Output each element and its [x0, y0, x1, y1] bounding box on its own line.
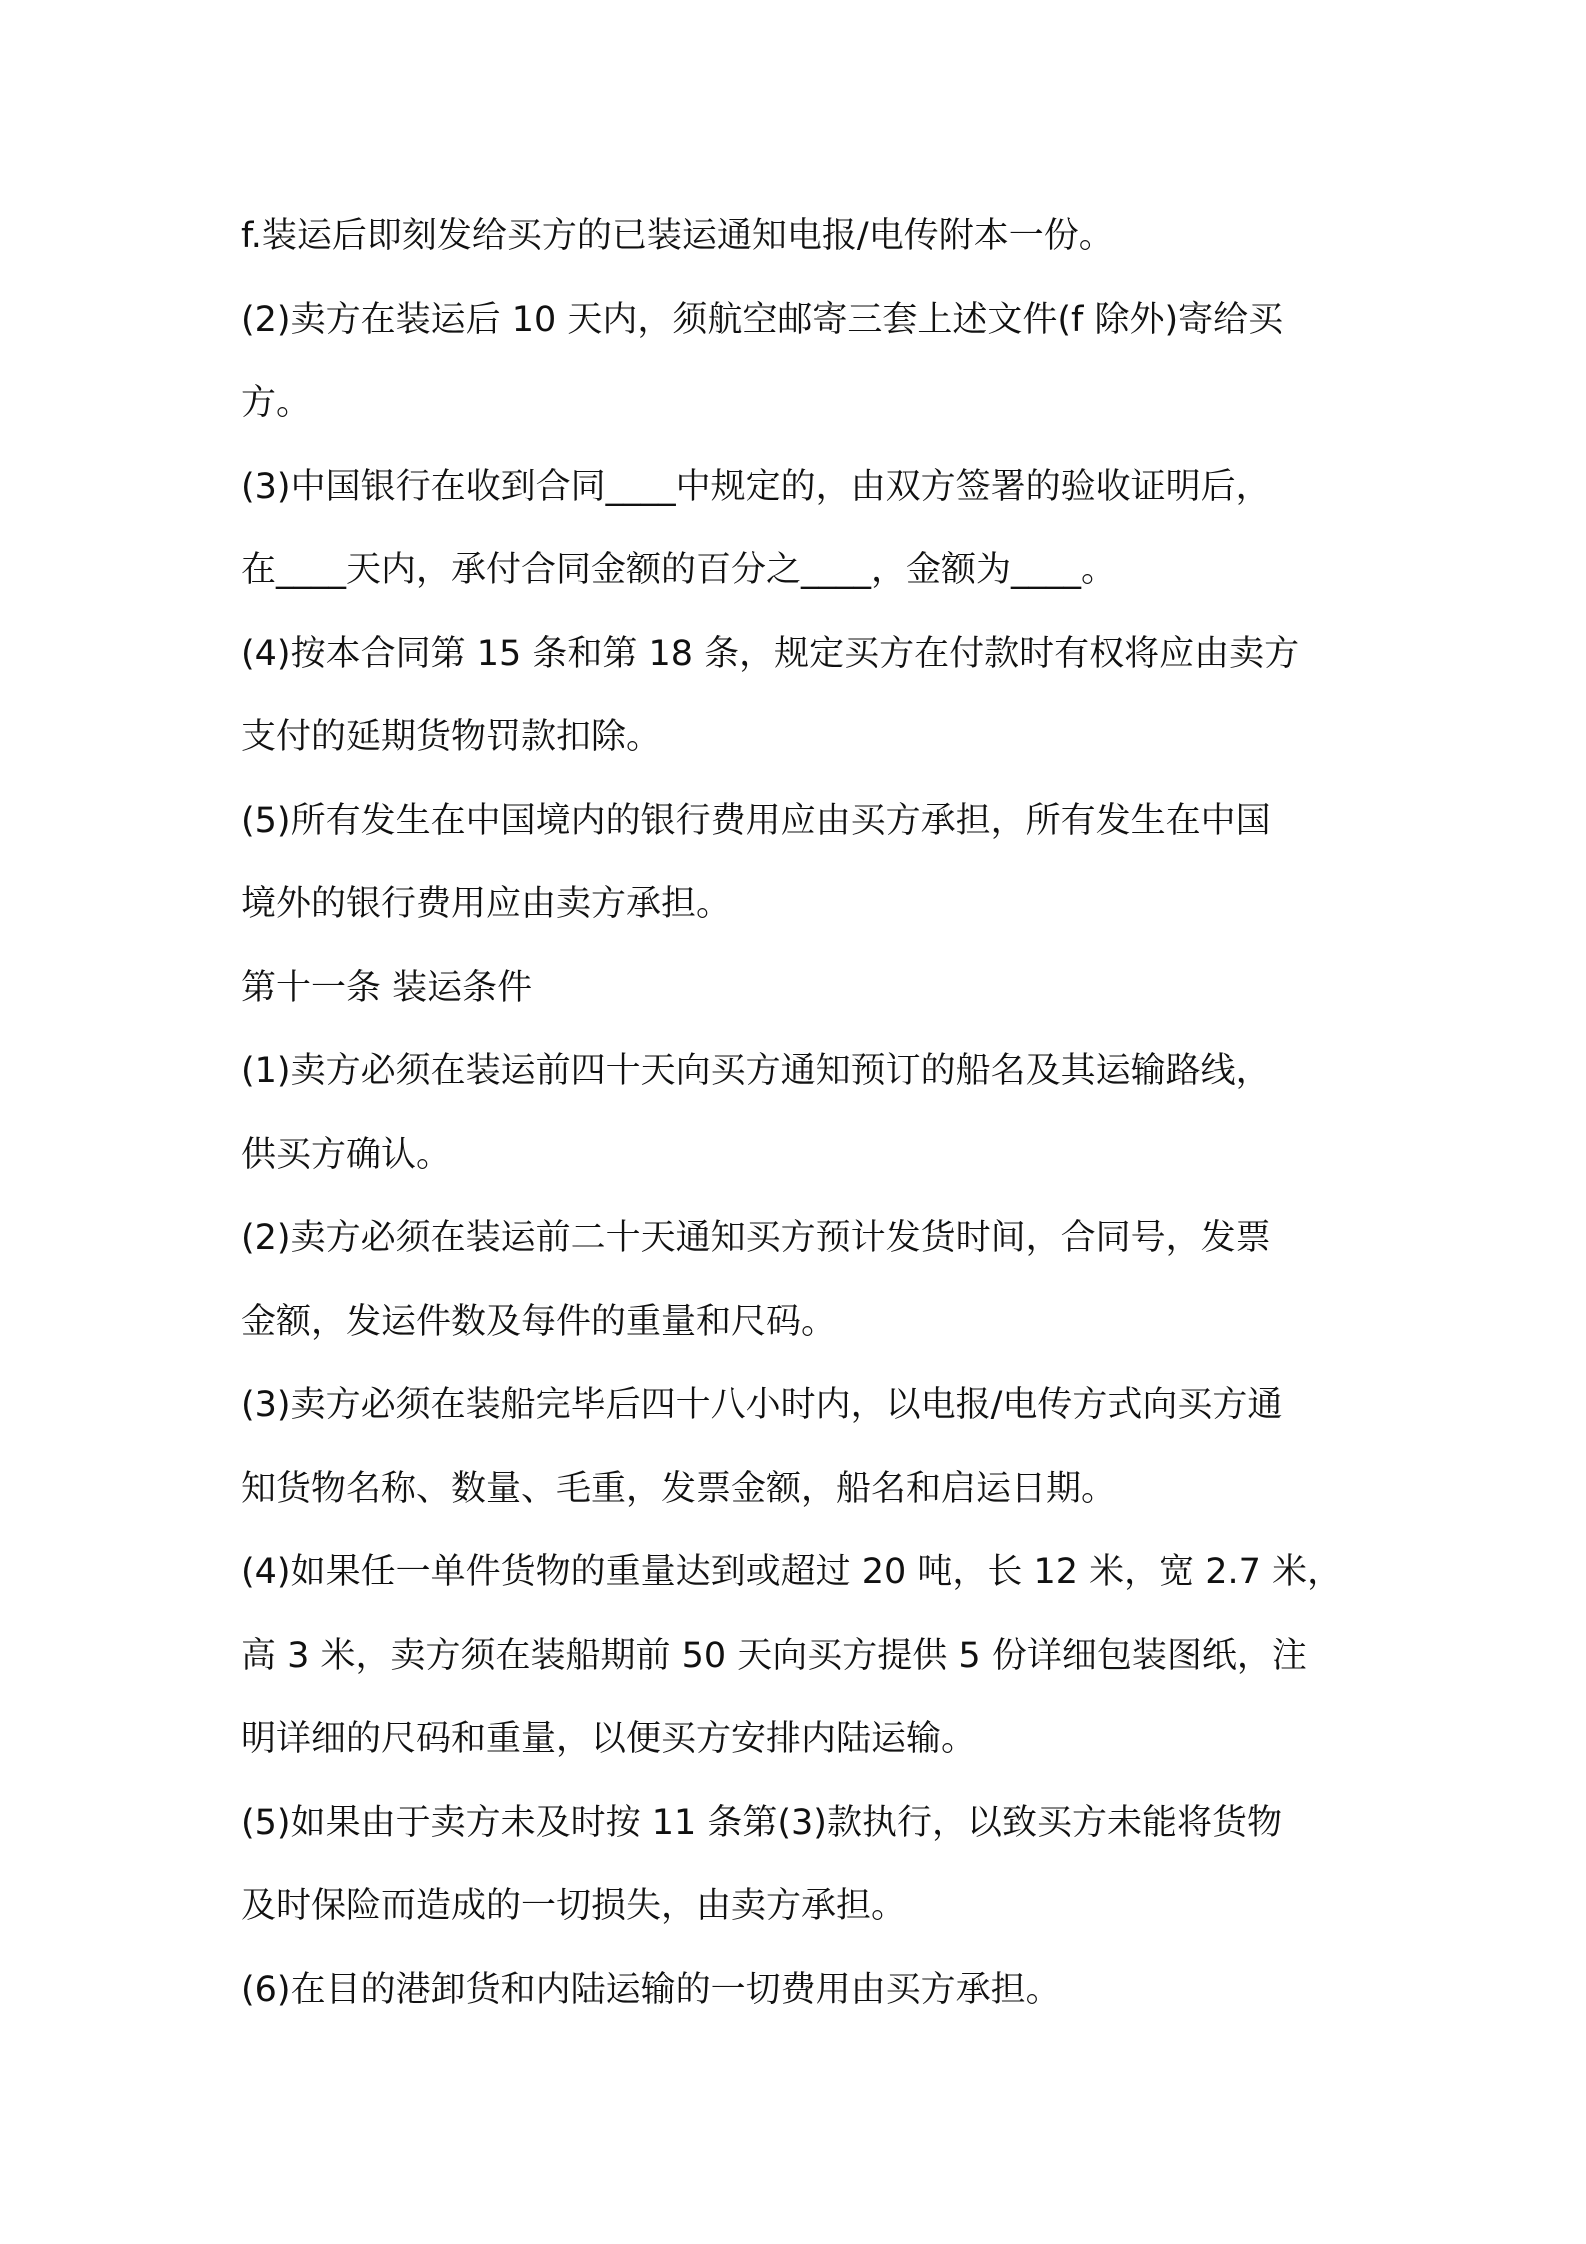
text-line: 支付的延期货物罚款扣除。	[241, 717, 662, 757]
text-line: (2)卖方在装运后 10 天内，须航空邮寄三套上述文件(f 除外)寄给买	[241, 299, 1284, 340]
text-line: f.装运后即刻发给买方的已装运通知电报/电传附本一份。	[241, 216, 1114, 256]
text-line: (3)中国银行在收到合同____中规定的，由双方签署的验收证明后，	[241, 466, 1271, 507]
text-line: (3)卖方必须在装船完毕后四十八小时内，以电报/电传方式向买方通	[241, 1385, 1283, 1425]
text-line: 明详细的尺码和重量，以便买方安排内陆运输。	[241, 1719, 977, 1759]
text-line: (1)卖方必须在装运前四十天向买方通知预订的船名及其运输路线，	[241, 1051, 1271, 1091]
text-line: 供买方确认。	[241, 1134, 452, 1175]
section-heading: 第十一条 装运条件	[241, 967, 533, 1008]
text-line: (5)如果由于卖方未及时按 11 条第(3)款执行，以致买方未能将货物	[241, 1802, 1282, 1843]
text-line: (5)所有发生在中国境内的银行费用应由买方承担，所有发生在中国	[241, 800, 1271, 841]
text-line: (4)按本合同第 15 条和第 18 条，规定买方在付款时有权将应由卖方	[241, 633, 1300, 674]
text-line: 在____天内，承付合同金额的百分之____，金额为____。	[241, 550, 1117, 590]
text-line: 高 3 米，卖方须在装船期前 50 天向买方提供 5 份详细包装图纸，注	[241, 1635, 1307, 1676]
text-line: (6)在目的港卸货和内陆运输的一切费用由买方承担。	[241, 1969, 1061, 2010]
text-line: 境外的银行费用应由卖方承担。	[241, 884, 732, 924]
text-line: (4)如果任一单件货物的重量达到或超过 20 吨，长 12 米，宽 2.7 米，	[241, 1552, 1343, 1592]
text-line: 金额，发运件数及每件的重量和尺码。	[241, 1301, 837, 1342]
text-line: 知货物名称、数量、毛重，发票金额，船名和启运日期。	[241, 1468, 1117, 1509]
text-line: 方。	[241, 383, 312, 423]
document-body	[241, 195, 1371, 2032]
text-line: (2)卖方必须在装运前二十天通知买方预计发货时间，合同号，发票	[241, 1218, 1271, 1258]
text-line: 及时保险而造成的一切损失，由卖方承担。	[241, 1886, 907, 1926]
